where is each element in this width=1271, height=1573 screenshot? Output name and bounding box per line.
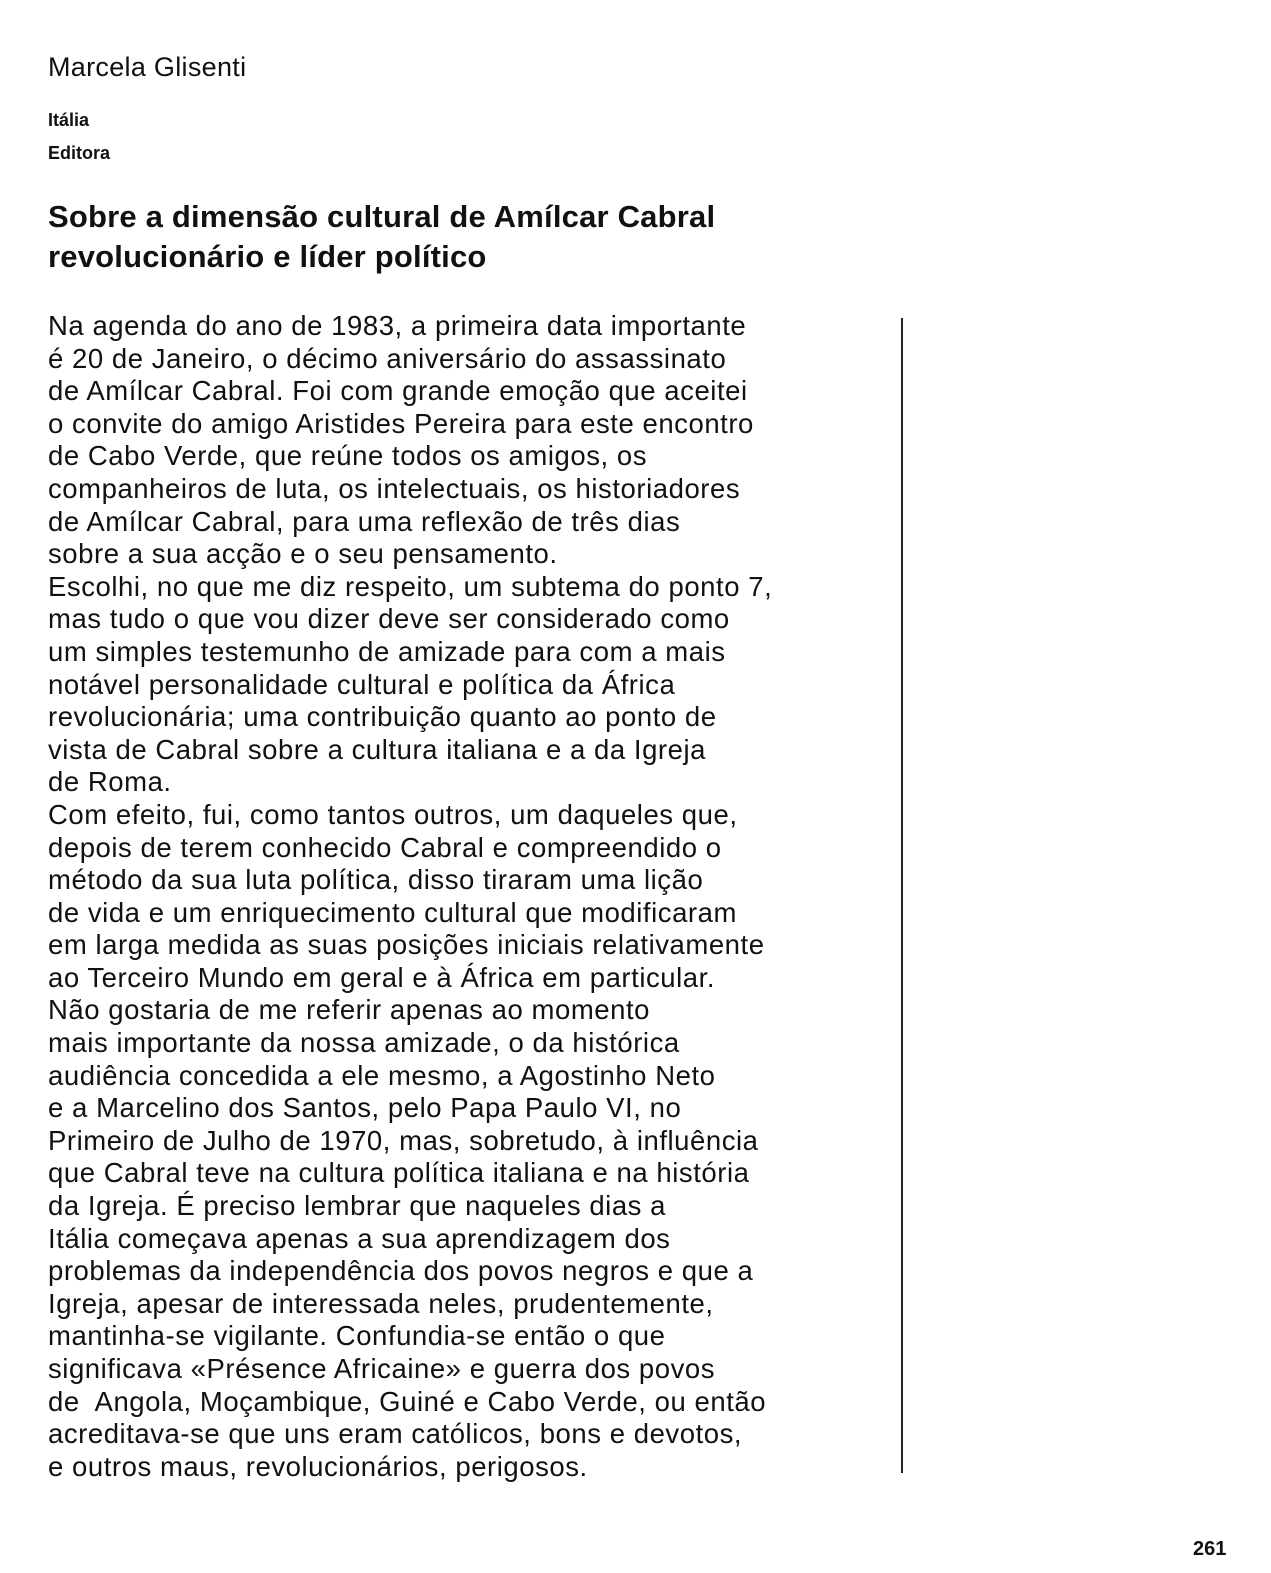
body-line: de Roma. — [48, 766, 172, 798]
article-title — [48, 197, 715, 277]
body-line: Na agenda do ano de 1983, a primeira data importante — [48, 310, 747, 341]
body-line: mantinha-se vigilante. Confundia-se então o que — [48, 1320, 666, 1352]
body-line: ao Terceiro Mundo em geral e à África em particular. — [48, 961, 716, 993]
article-body — [48, 310, 898, 1483]
body-line: sobre a sua acção e o seu pensamento. — [48, 538, 558, 570]
body-line: um simples testemunho de amizade para com a mais — [48, 635, 726, 667]
body-line: de Cabo Verde, que reúne todos os amigos, os — [48, 440, 648, 472]
author-name: Marcela Glisenti — [48, 52, 247, 82]
body-line: e a Marcelino dos Santos, pelo Papa Paulo VI, no — [48, 1092, 682, 1124]
body-line: de vida e um enriquecimento cultural que modificaram — [48, 896, 737, 928]
body-line: método da sua luta política, disso tiraram uma lição — [48, 864, 704, 896]
body-line: de Amílcar Cabral, para uma reflexão de três dias — [48, 505, 681, 537]
body-line: vista de Cabral sobre a cultura italiana e a da Igreja — [48, 733, 706, 765]
body-line: mas tudo o que vou dizer deve ser considerado como — [48, 603, 730, 635]
title-line: revolucionário e líder político — [48, 239, 487, 274]
body-line: da Igreja. É preciso lembrar que naqueles dias a — [48, 1190, 666, 1222]
body-line: e outros maus, revolucionários, perigosos. — [48, 1450, 588, 1482]
body-line: Escolhi, no que me diz respeito, um subtema do ponto 7, — [48, 570, 773, 602]
body-line: companheiros de luta, os intelectuais, os historiadores — [48, 472, 741, 504]
body-line: Igreja, apesar de interessada neles, prudentemente, — [48, 1287, 714, 1319]
title-line: Sobre a dimensão cultural de Amílcar Cabral — [48, 199, 716, 234]
body-line: notável personalidade cultural e política da África — [48, 668, 676, 700]
body-line: que Cabral teve na cultura política italiana e na história — [48, 1157, 750, 1189]
body-line: Não gostaria de me referir apenas ao momento — [48, 994, 651, 1026]
body-line: Primeiro de Julho de 1970, mas, sobretudo, à influência — [48, 1124, 759, 1156]
body-line: o convite do amigo Aristides Pereira para este encontro — [48, 407, 754, 439]
page-number: 261 — [1193, 1538, 1227, 1560]
body-line: depois de terem conhecido Cabral e compreendido o — [48, 831, 722, 863]
body-line: em larga medida as suas posições iniciais relativamente — [48, 929, 765, 961]
author-country: Itália — [48, 110, 90, 130]
body-line: é 20 de Janeiro, o décimo aniversário do assassinato — [48, 342, 727, 374]
body-line: problemas da independência dos povos negros e que a — [48, 1255, 754, 1287]
body-line: mais importante da nossa amizade, o da histórica — [48, 1027, 680, 1059]
body-line: significava «Présence Africaine» e guerra dos povos — [48, 1353, 716, 1384]
author-role: Editora — [48, 143, 111, 163]
body-line: revolucionária; uma contribuição quanto ao ponto de — [48, 701, 717, 733]
body-line: audiência concedida a ele mesmo, a Agostinho Neto — [48, 1059, 716, 1091]
body-line: Com efeito, fui, como tantos outros, um daqueles que, — [48, 798, 738, 830]
body-line: acreditava-se que uns eram católicos, bons e devotos, — [48, 1418, 743, 1450]
body-line: Itália começava apenas a sua aprendizagem dos — [48, 1222, 671, 1254]
body-line: de Angola, Moçambique, Guiné e Cabo Verde, ou então — [48, 1385, 767, 1417]
body-line: de Amílcar Cabral. Foi com grande emoção que aceitei — [48, 375, 748, 407]
margin-rule — [901, 318, 903, 1473]
